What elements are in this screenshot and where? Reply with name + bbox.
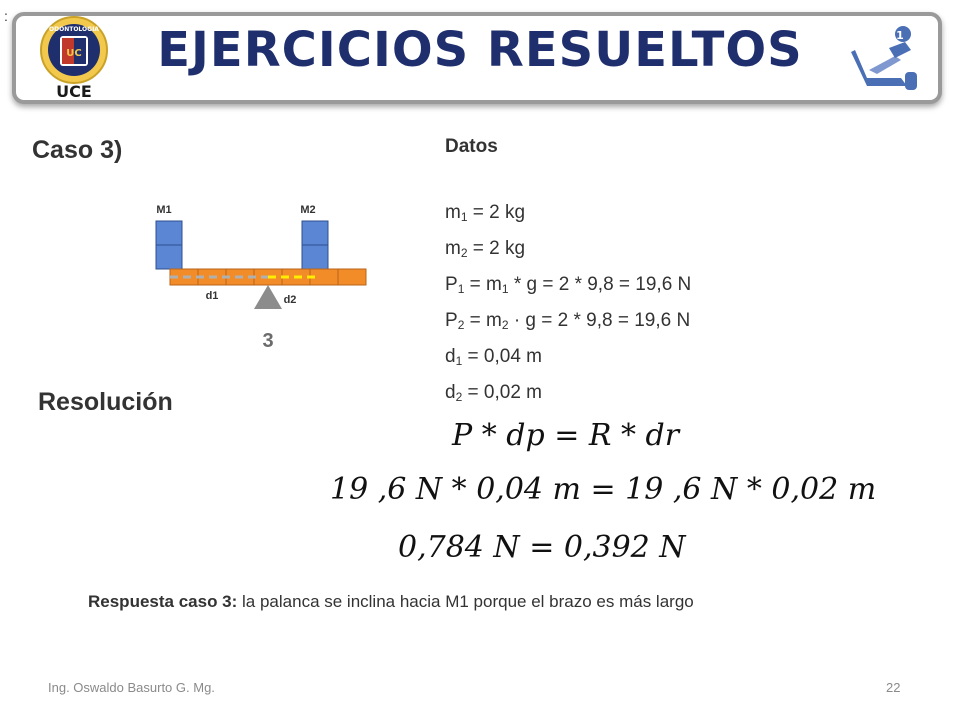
svg-text:1: 1 (896, 29, 904, 42)
dental-chair-icon (845, 20, 925, 100)
logo-uce-text: UCE (56, 82, 92, 100)
equation-result: 0,784 N = 0,392 N (398, 530, 686, 565)
datos-heading: Datos (445, 136, 498, 157)
datos-line-p1: $P_1 = m_1 * g = 2 * 9,8 = 19,6$ N (445, 274, 692, 296)
datos-list (445, 197, 691, 413)
case-label: Caso 3) (32, 136, 123, 164)
d1-label: d1 (205, 290, 219, 302)
corner-mark: : (4, 8, 8, 24)
answer-label: Respuesta caso 3: (88, 592, 238, 611)
d2-label: d2 (283, 294, 297, 306)
fulcrum (254, 285, 282, 309)
m1-label: M1 (156, 204, 172, 216)
m2-block-bottom (302, 245, 328, 269)
datos-line-m1: $m_1 = 2$ kg (445, 202, 526, 224)
logo-center-text: UC (66, 48, 82, 59)
m2-label: M2 (300, 204, 316, 216)
m1-block-bottom (156, 245, 182, 269)
datos-line-d2: $d_2 = 0,02$ m (445, 382, 543, 404)
page-title: EJERCICIOS RESUELTOS (157, 22, 803, 78)
resolution-label: Resolución (38, 388, 173, 416)
case-number: 3 (262, 330, 274, 352)
equation-substituted: 19 ,6 N * 0,04 m = 19 ,6 N * 0,02 m (330, 472, 877, 507)
footer-author: Ing. Oswaldo Basurto G. Mg. (48, 680, 215, 695)
datos-line-p2: $P_2 = m_2 \cdot g = 2 * 9,8 = 19,6$ N (445, 310, 691, 332)
datos-line-m2: $m_2 = 2$ kg (445, 238, 526, 260)
m2-block-top (302, 221, 328, 245)
answer-body: la palanca se inclina hacia M1 porque el brazo es más largo (237, 592, 694, 611)
datos-line-d1: $d_1 = 0,04$ m (445, 346, 543, 368)
lever-diagram (140, 195, 380, 355)
page-number: 22 (886, 680, 901, 695)
m1-block-top (156, 221, 182, 245)
logo-top-text: ODONTOLOGIA (49, 26, 99, 33)
equation-general: P * dp = R * dr (452, 418, 680, 453)
answer-text (88, 592, 694, 612)
